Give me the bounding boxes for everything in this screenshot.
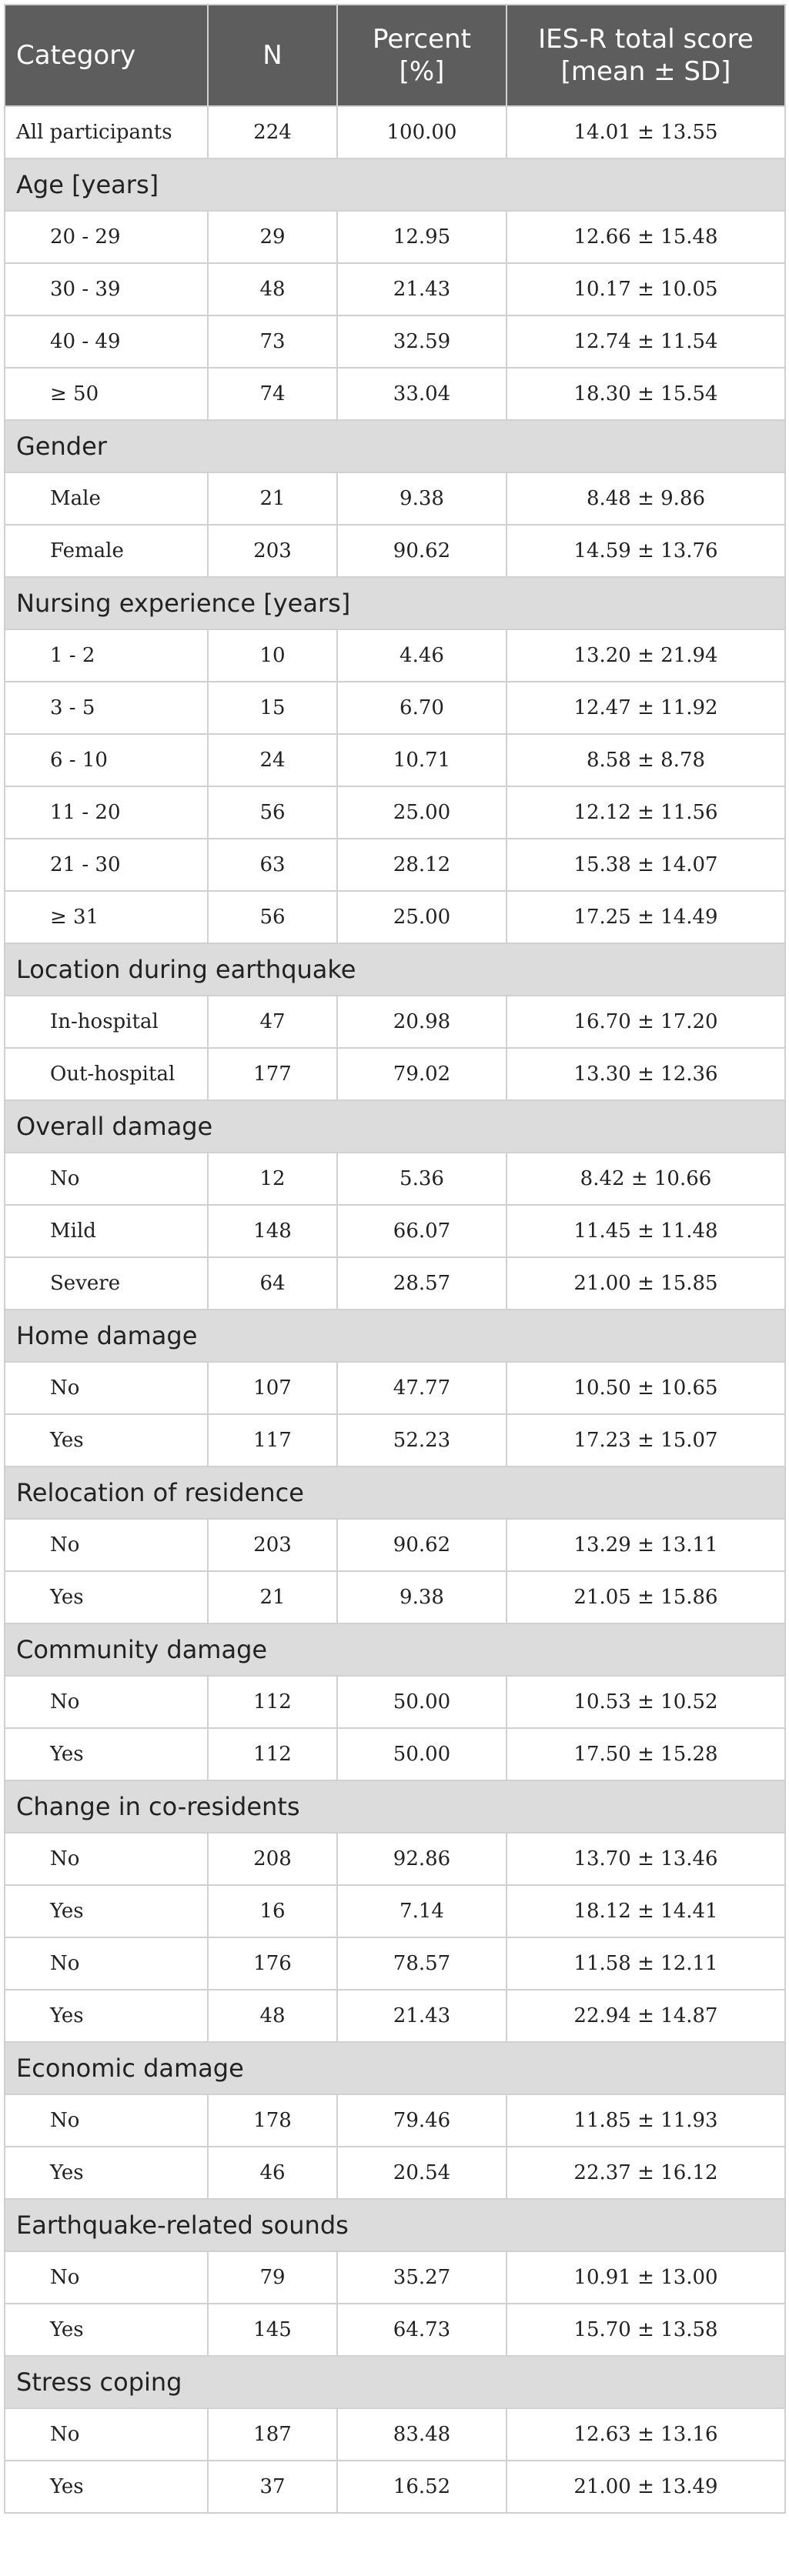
row-percent: 35.27 xyxy=(337,2251,506,2304)
row-percent: 21.43 xyxy=(337,1990,506,2042)
row-n: 10 xyxy=(208,629,337,682)
row-label: 40 - 49 xyxy=(5,315,208,368)
table-row xyxy=(5,263,785,315)
row-score: 12.74 ± 11.54 xyxy=(506,315,785,368)
header-ies-r-line2: [mean ± SD] xyxy=(560,56,731,87)
row-n: 187 xyxy=(208,2408,337,2461)
group-header-row xyxy=(5,1467,785,1519)
group-title: Stress coping xyxy=(5,2356,785,2408)
row-n: 176 xyxy=(208,1937,337,1990)
row-n: 24 xyxy=(208,734,337,786)
row-label: Male xyxy=(5,472,208,525)
row-n: 46 xyxy=(208,2147,337,2199)
row-score: 13.29 ± 13.11 xyxy=(506,1519,785,1571)
row-score: 10.91 ± 13.00 xyxy=(506,2251,785,2304)
row-percent: 7.14 xyxy=(337,1885,506,1937)
row-percent: 52.23 xyxy=(337,1414,506,1467)
group-header-row xyxy=(5,2042,785,2094)
row-percent: 90.62 xyxy=(337,525,506,577)
table-row-all-participants xyxy=(5,106,785,158)
group-header-row xyxy=(5,2356,785,2408)
row-label: In-hospital xyxy=(5,996,208,1048)
row-n: 117 xyxy=(208,1414,337,1467)
row-score: 8.42 ± 10.66 xyxy=(506,1153,785,1205)
row-percent: 50.00 xyxy=(337,1728,506,1780)
table-row xyxy=(5,1885,785,1937)
row-n: 29 xyxy=(208,211,337,263)
group-title: Gender xyxy=(5,420,785,472)
table-row xyxy=(5,629,785,682)
row-label: No xyxy=(5,2408,208,2461)
row-n: 203 xyxy=(208,525,337,577)
group-title: Home damage xyxy=(5,1310,785,1362)
table-row xyxy=(5,525,785,577)
table-row xyxy=(5,1676,785,1728)
row-percent: 28.12 xyxy=(337,839,506,891)
table-row xyxy=(5,1153,785,1205)
row-label: Mild xyxy=(5,1205,208,1257)
table-row xyxy=(5,211,785,263)
row-score: 13.20 ± 21.94 xyxy=(506,629,785,682)
row-label: 6 - 10 xyxy=(5,734,208,786)
row-percent: 28.57 xyxy=(337,1257,506,1310)
row-n: 21 xyxy=(208,472,337,525)
row-label: Yes xyxy=(5,2147,208,2199)
header-n: N xyxy=(208,5,337,106)
row-n: 47 xyxy=(208,996,337,1048)
row-score: 13.70 ± 13.46 xyxy=(506,1833,785,1885)
group-header-row xyxy=(5,420,785,472)
table-row xyxy=(5,1048,785,1100)
table-body xyxy=(5,106,785,2513)
header-percent: Percent [%] xyxy=(337,5,506,106)
row-label: Yes xyxy=(5,2304,208,2356)
row-score: 12.66 ± 15.48 xyxy=(506,211,785,263)
table-row xyxy=(5,1519,785,1571)
row-percent: 20.98 xyxy=(337,996,506,1048)
row-percent: 16.52 xyxy=(337,2461,506,2513)
row-label: Female xyxy=(5,525,208,577)
row-label: Out-hospital xyxy=(5,1048,208,1100)
row-percent: 100.00 xyxy=(337,106,506,158)
row-percent: 50.00 xyxy=(337,1676,506,1728)
row-percent: 32.59 xyxy=(337,315,506,368)
table-row xyxy=(5,2147,785,2199)
row-n: 145 xyxy=(208,2304,337,2356)
row-score: 18.30 ± 15.54 xyxy=(506,368,785,420)
row-score: 22.37 ± 16.12 xyxy=(506,2147,785,2199)
row-percent: 25.00 xyxy=(337,891,506,943)
table-row xyxy=(5,1257,785,1310)
row-score: 18.12 ± 14.41 xyxy=(506,1885,785,1937)
group-header-row xyxy=(5,1780,785,1833)
row-label: ≥ 50 xyxy=(5,368,208,420)
table-row xyxy=(5,1362,785,1414)
table-row xyxy=(5,1205,785,1257)
row-percent: 5.36 xyxy=(337,1153,506,1205)
row-n: 74 xyxy=(208,368,337,420)
table-row xyxy=(5,1833,785,1885)
group-header-row xyxy=(5,2199,785,2251)
row-percent: 25.00 xyxy=(337,786,506,839)
group-header-row xyxy=(5,1100,785,1153)
row-label: Severe xyxy=(5,1257,208,1310)
row-label: Yes xyxy=(5,1571,208,1623)
row-label: ≥ 31 xyxy=(5,891,208,943)
table-row xyxy=(5,682,785,734)
row-percent: 20.54 xyxy=(337,2147,506,2199)
table-row xyxy=(5,1937,785,1990)
row-label: Yes xyxy=(5,1885,208,1937)
row-percent: 79.02 xyxy=(337,1048,506,1100)
row-percent: 9.38 xyxy=(337,1571,506,1623)
row-score: 14.59 ± 13.76 xyxy=(506,525,785,577)
row-score: 15.70 ± 13.58 xyxy=(506,2304,785,2356)
row-n: 21 xyxy=(208,1571,337,1623)
row-score: 17.25 ± 14.49 xyxy=(506,891,785,943)
table-row xyxy=(5,315,785,368)
row-score: 15.38 ± 14.07 xyxy=(506,839,785,891)
row-label: Yes xyxy=(5,1414,208,1467)
row-n: 203 xyxy=(208,1519,337,1571)
row-n: 15 xyxy=(208,682,337,734)
row-score: 10.50 ± 10.65 xyxy=(506,1362,785,1414)
row-score: 21.05 ± 15.86 xyxy=(506,1571,785,1623)
row-label: No xyxy=(5,1833,208,1885)
row-n: 48 xyxy=(208,1990,337,2042)
row-label: 11 - 20 xyxy=(5,786,208,839)
row-score: 22.94 ± 14.87 xyxy=(506,1990,785,2042)
row-score: 10.17 ± 10.05 xyxy=(506,263,785,315)
row-score: 8.48 ± 9.86 xyxy=(506,472,785,525)
row-n: 79 xyxy=(208,2251,337,2304)
row-n: 148 xyxy=(208,1205,337,1257)
row-label: No xyxy=(5,1937,208,1990)
row-label: 20 - 29 xyxy=(5,211,208,263)
group-title: Age [years] xyxy=(5,158,785,211)
header-ies-r-line1: IES-R total score xyxy=(538,24,754,55)
row-label: 1 - 2 xyxy=(5,629,208,682)
row-score: 12.63 ± 13.16 xyxy=(506,2408,785,2461)
row-score: 17.50 ± 15.28 xyxy=(506,1728,785,1780)
table-row xyxy=(5,2461,785,2513)
row-n: 112 xyxy=(208,1728,337,1780)
row-label: Yes xyxy=(5,2461,208,2513)
row-n: 12 xyxy=(208,1153,337,1205)
row-n: 48 xyxy=(208,263,337,315)
table-row xyxy=(5,1414,785,1467)
row-percent: 33.04 xyxy=(337,368,506,420)
row-n: 224 xyxy=(208,106,337,158)
group-title: Change in co-residents xyxy=(5,1780,785,1833)
row-percent: 6.70 xyxy=(337,682,506,734)
row-percent: 21.43 xyxy=(337,263,506,315)
row-label: No xyxy=(5,1153,208,1205)
row-n: 56 xyxy=(208,891,337,943)
row-n: 177 xyxy=(208,1048,337,1100)
row-n: 107 xyxy=(208,1362,337,1414)
row-score: 11.85 ± 11.93 xyxy=(506,2094,785,2147)
row-label: Yes xyxy=(5,1728,208,1780)
row-score: 12.47 ± 11.92 xyxy=(506,682,785,734)
table-row xyxy=(5,786,785,839)
row-score: 12.12 ± 11.56 xyxy=(506,786,785,839)
group-title: Overall damage xyxy=(5,1100,785,1153)
row-label: All participants xyxy=(5,106,208,158)
row-n: 63 xyxy=(208,839,337,891)
row-n: 208 xyxy=(208,1833,337,1885)
table-row xyxy=(5,2094,785,2147)
row-score: 11.58 ± 12.11 xyxy=(506,1937,785,1990)
row-percent: 9.38 xyxy=(337,472,506,525)
row-label: 30 - 39 xyxy=(5,263,208,315)
row-percent: 47.77 xyxy=(337,1362,506,1414)
header-ies-r-score xyxy=(506,5,785,106)
row-percent: 64.73 xyxy=(337,2304,506,2356)
table-row xyxy=(5,2304,785,2356)
table-row xyxy=(5,734,785,786)
row-percent: 92.86 xyxy=(337,1833,506,1885)
row-score: 14.01 ± 13.55 xyxy=(506,106,785,158)
row-score: 8.58 ± 8.78 xyxy=(506,734,785,786)
row-percent: 78.57 xyxy=(337,1937,506,1990)
group-header-row xyxy=(5,1310,785,1362)
table-row xyxy=(5,996,785,1048)
row-score: 11.45 ± 11.48 xyxy=(506,1205,785,1257)
group-header-row xyxy=(5,1623,785,1676)
row-label: No xyxy=(5,2251,208,2304)
row-percent: 90.62 xyxy=(337,1519,506,1571)
ies-r-table xyxy=(4,4,786,2514)
row-percent: 4.46 xyxy=(337,629,506,682)
row-n: 56 xyxy=(208,786,337,839)
row-percent: 79.46 xyxy=(337,2094,506,2147)
table-row xyxy=(5,1571,785,1623)
row-label: No xyxy=(5,1362,208,1414)
header-category: Category xyxy=(5,5,208,106)
group-header-row xyxy=(5,577,785,629)
row-label: No xyxy=(5,2094,208,2147)
group-title: Nursing experience [years] xyxy=(5,577,785,629)
row-percent: 12.95 xyxy=(337,211,506,263)
row-score: 13.30 ± 12.36 xyxy=(506,1048,785,1100)
row-percent: 10.71 xyxy=(337,734,506,786)
row-score: 10.53 ± 10.52 xyxy=(506,1676,785,1728)
row-score: 21.00 ± 13.49 xyxy=(506,2461,785,2513)
row-label: 3 - 5 xyxy=(5,682,208,734)
table-row xyxy=(5,2408,785,2461)
table-row xyxy=(5,368,785,420)
row-label: Yes xyxy=(5,1990,208,2042)
row-score: 17.23 ± 15.07 xyxy=(506,1414,785,1467)
row-score: 16.70 ± 17.20 xyxy=(506,996,785,1048)
row-percent: 66.07 xyxy=(337,1205,506,1257)
group-title: Community damage xyxy=(5,1623,785,1676)
group-title: Relocation of residence xyxy=(5,1467,785,1519)
row-n: 112 xyxy=(208,1676,337,1728)
group-header-row xyxy=(5,943,785,996)
row-score: 21.00 ± 15.85 xyxy=(506,1257,785,1310)
row-label: No xyxy=(5,1676,208,1728)
table-row xyxy=(5,1728,785,1780)
group-title: Economic damage xyxy=(5,2042,785,2094)
row-n: 73 xyxy=(208,315,337,368)
table-row xyxy=(5,472,785,525)
row-n: 178 xyxy=(208,2094,337,2147)
row-n: 64 xyxy=(208,1257,337,1310)
row-n: 37 xyxy=(208,2461,337,2513)
row-label: 21 - 30 xyxy=(5,839,208,891)
table-row xyxy=(5,891,785,943)
group-title: Location during earthquake xyxy=(5,943,785,996)
table-row xyxy=(5,1990,785,2042)
row-n: 16 xyxy=(208,1885,337,1937)
table-row xyxy=(5,839,785,891)
table-row xyxy=(5,2251,785,2304)
group-header-row xyxy=(5,158,785,211)
header-row xyxy=(5,5,785,106)
group-title: Earthquake-related sounds xyxy=(5,2199,785,2251)
row-percent: 83.48 xyxy=(337,2408,506,2461)
row-label: No xyxy=(5,1519,208,1571)
